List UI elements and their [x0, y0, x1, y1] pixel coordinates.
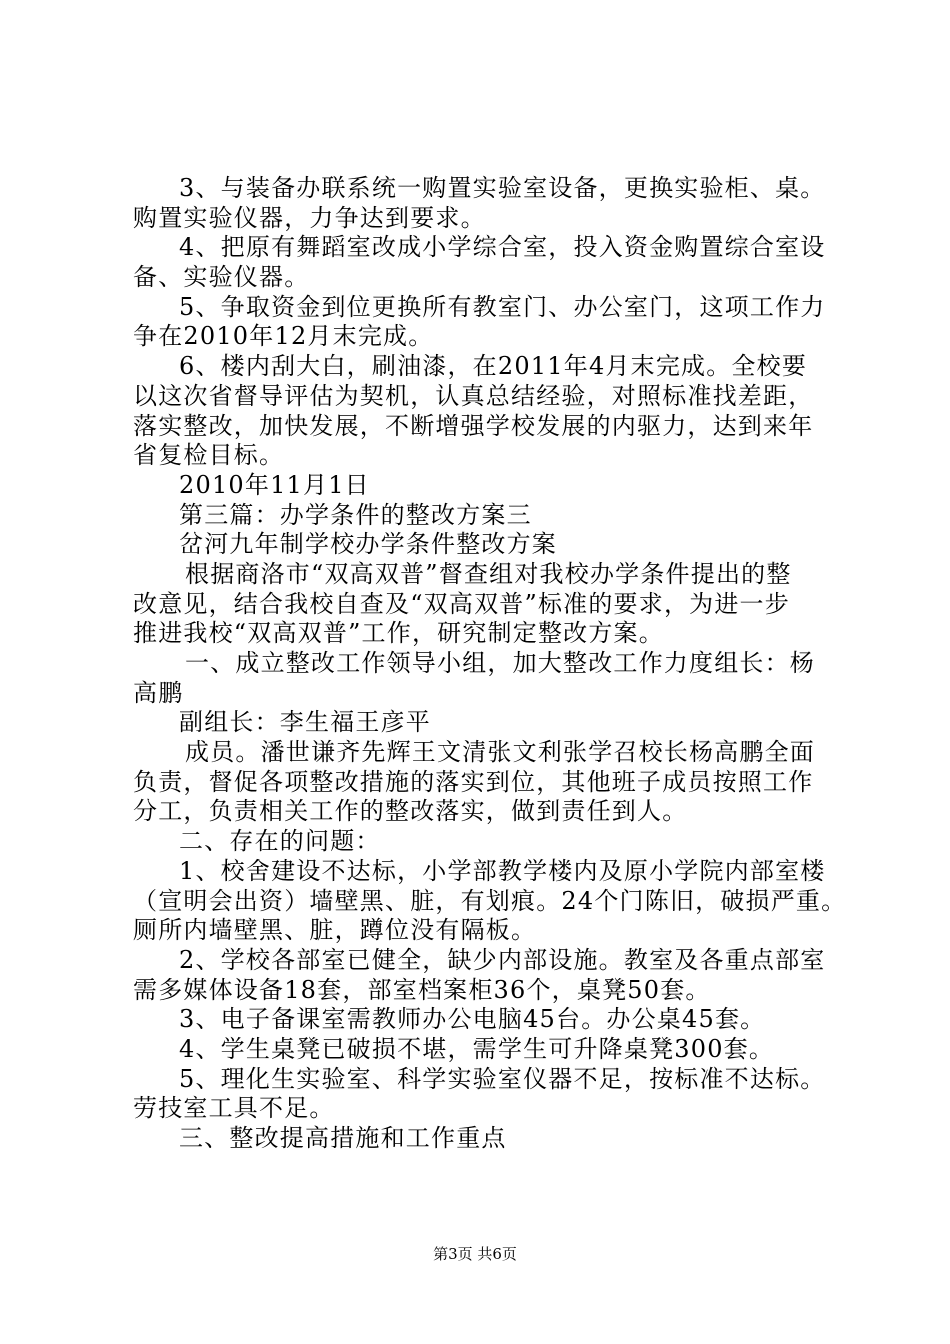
paragraph-line: 备、实验仪器。	[133, 263, 310, 292]
paragraph-line: （宣明会出资）墙壁黑、脏，有划痕。24个门陈旧，破损严重。	[133, 886, 847, 915]
paragraph-line: 购置实验仪器，力争达到要求。	[133, 203, 486, 232]
paragraph-line: 以这次省督导评估为契机，认真总结经验，对照标准找差距，	[133, 381, 814, 410]
paragraph-line: 3、与装备办联系统一购置实验室设备，更换实验柜、桌。	[179, 174, 826, 202]
paragraph-line: 争在2010年12月末完成。	[133, 322, 434, 351]
paragraph-line: 2、学校各部室已健全，缺少内部设施。教室及各重点部室	[179, 945, 826, 974]
page-number-footer: 第3页 共6页	[433, 1245, 517, 1263]
paragraph-line: 1、校舍建设不达标，小学部教学楼内及原小学院内部室楼	[179, 856, 826, 885]
paragraph-line: 5、理化生实验室、科学实验室仪器不足，按标准不达标。	[179, 1064, 826, 1093]
section-heading: 三、整改提高措施和工作重点	[179, 1124, 507, 1152]
paragraph-line: 厕所内墙壁黑、脏，蹲位没有隔板。	[133, 916, 537, 945]
paragraph-line: 分工，负责相关工作的整改落实，做到责任到人。	[133, 797, 688, 826]
paragraph-line: 落实整改，加快发展，不断增强学校发展的内驱力，达到来年	[133, 411, 814, 440]
paragraph-line: 高鹏	[133, 678, 184, 707]
document-body	[133, 174, 847, 1154]
paragraph-line: 3、电子备课室需教师办公电脑45台。办公桌45套。	[179, 1005, 766, 1034]
paragraph-line: 改意见，结合我校自查及“双高双普”标准的要求，为进一步	[133, 589, 790, 618]
paragraph-line: 副组长：李生福王彦平	[179, 708, 431, 737]
paragraph-line: 推进我校“双高双普”工作，研究制定整改方案。	[133, 619, 664, 648]
section-heading: 第三篇：办学条件的整改方案三	[179, 500, 532, 529]
paragraph-line: 成员。潘世谦齐先辉王文清张文利张学召校长杨高鹏全面	[185, 738, 815, 767]
paragraph-line: 一、成立整改工作领导小组，加大整改工作力度组长：杨	[185, 649, 815, 677]
paragraph-line: 5、争取资金到位更换所有教室门、办公室门，这项工作力	[179, 292, 826, 321]
paragraph-line: 需多媒体设备18套，部室档案柜36个，桌凳50套。	[133, 975, 711, 1004]
paragraph-line: 负责，督促各项整改措施的落实到位，其他班子成员按照工作	[133, 767, 814, 796]
paragraph-line: 省复检目标。	[133, 441, 285, 470]
paragraph-line: 根据商洛市“双高双普”督查组对我校办学条件提出的整	[185, 559, 792, 588]
paragraph-line: 4、把原有舞蹈室改成小学综合室，投入资金购置综合室设	[179, 233, 826, 262]
paragraph-line: 6、楼内刮大白，刷油漆，在2011年4月末完成。全校要	[179, 352, 808, 381]
paragraph-line: 劳技室工具不足。	[133, 1094, 335, 1123]
section-heading: 二、存在的问题：	[179, 827, 381, 856]
date-line: 2010年11月1日	[179, 470, 370, 499]
document-title: 岔河九年制学校办学条件整改方案	[179, 530, 557, 559]
paragraph-line: 4、学生桌凳已破损不堪，需学生可升降桌凳300套。	[179, 1034, 775, 1063]
